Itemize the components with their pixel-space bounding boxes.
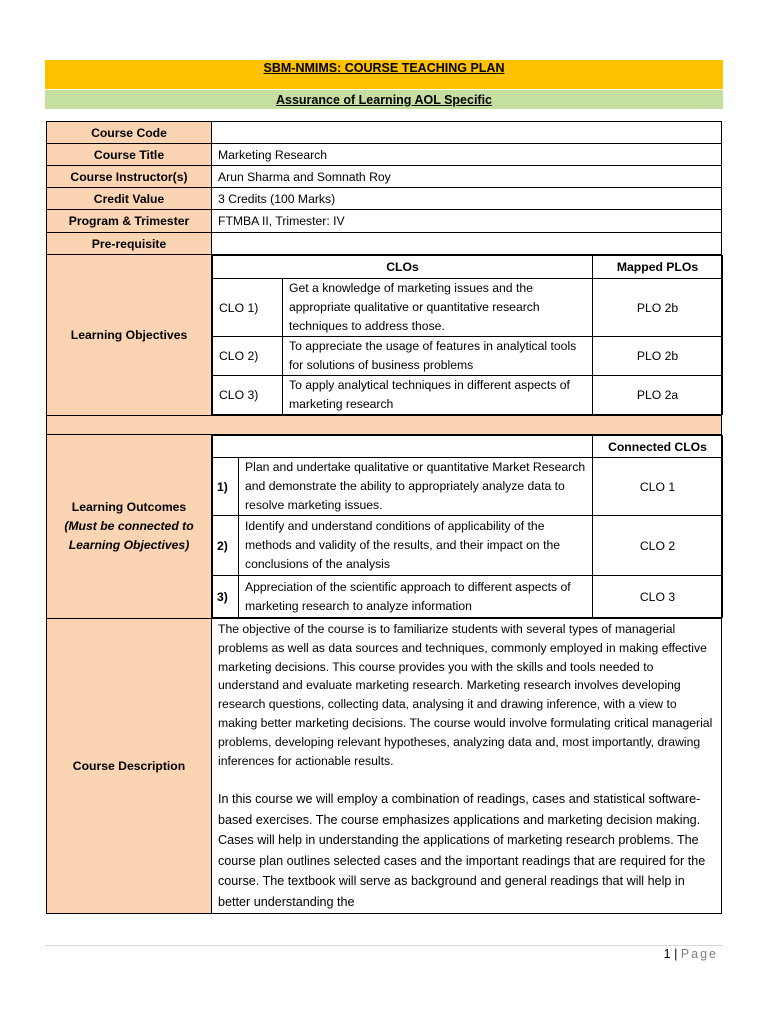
- learning-objectives-label: Learning Objectives: [47, 255, 212, 416]
- course-instructor-value: Arun Sharma and Somnath Roy: [212, 166, 722, 188]
- outcome-id: 1): [213, 458, 239, 516]
- clo-text: Get a knowledge of marketing issues and the appropriate qualitative or quantitative research techniques to address those.: [283, 279, 593, 337]
- clos-header: CLOs: [213, 256, 593, 279]
- clo-id: CLO 3): [213, 376, 283, 415]
- outcome-id: 3): [213, 576, 239, 618]
- outcome-clo: CLO 3: [593, 576, 723, 618]
- outcome-row: [213, 516, 723, 576]
- prerequisite-row: [47, 233, 722, 255]
- page-number-value: 1: [663, 947, 671, 961]
- clo-row: [213, 337, 723, 376]
- program-trimester-row: [47, 210, 722, 233]
- course-instructor-row: [47, 166, 722, 188]
- course-code-label: Course Code: [47, 122, 212, 144]
- course-code-row: [47, 122, 722, 144]
- program-trimester-value: FTMBA II, Trimester: IV: [212, 210, 722, 233]
- learning-outcomes-label: Learning Outcomes: [71, 500, 187, 514]
- outcome-clo: CLO 1: [593, 458, 723, 516]
- clo-plo: PLO 2b: [593, 279, 723, 337]
- page-separator: |: [674, 947, 678, 961]
- page-label: Page: [680, 947, 718, 961]
- outcome-text: Appreciation of the scientific approach to different aspects of marketing research to analyze information: [239, 576, 593, 618]
- connected-clos-header: Connected CLOs: [593, 436, 723, 458]
- page-number: [664, 947, 718, 961]
- clo-text: To appreciate the usage of features in analytical tools for solutions of business problems: [283, 337, 593, 376]
- course-description-para2: In this course we will employ a combination of readings, cases and statistical software-based exercises. The course emphasizes applications and marketing decision making. Cases will help in understanding the applications of marketing research problems. The course plan outlines selected cases and the important readings that are required for the course. The textbook will serve as background and general readings that will help in better understanding the: [218, 792, 706, 909]
- learning-outcomes-row: [47, 435, 722, 619]
- plan-title: SBM-NMIMS: COURSE TEACHING PLAN: [263, 61, 505, 75]
- credit-value-label: Credit Value: [47, 188, 212, 210]
- course-title-row: [47, 144, 722, 166]
- course-title-value: Marketing Research: [212, 144, 722, 166]
- spacer-row: [47, 416, 722, 435]
- clo-row: [213, 279, 723, 337]
- learning-objectives-row: [47, 255, 722, 416]
- outcome-row: [213, 458, 723, 516]
- clo-text: To apply analytical techniques in different aspects of marketing research: [283, 376, 593, 415]
- clo-header-row: [213, 256, 723, 279]
- clo-plo: PLO 2a: [593, 376, 723, 415]
- clo-id: CLO 2): [213, 337, 283, 376]
- learning-outcomes-note: (Must be connected to Learning Objectives): [64, 519, 194, 552]
- clo-plo: PLO 2b: [593, 337, 723, 376]
- mapped-plos-header: Mapped PLOs: [593, 256, 723, 279]
- clo-table: [212, 255, 723, 415]
- course-instructor-label: Course Instructor(s): [47, 166, 212, 188]
- course-plan-table: [46, 121, 722, 914]
- course-description-row: [47, 619, 722, 914]
- aol-subtitle: Assurance of Learning AOL Specific: [275, 93, 493, 107]
- credit-value-value: 3 Credits (100 Marks): [212, 188, 722, 210]
- outcomes-table: [212, 435, 723, 618]
- program-trimester-label: Program & Trimester: [47, 210, 212, 233]
- course-description-label: Course Description: [47, 619, 212, 914]
- outcome-clo: CLO 2: [593, 516, 723, 576]
- prerequisite-value: [212, 233, 722, 255]
- course-description-para1: The objective of the course is to familiarize students with several types of managerial problems as well as data sources and techniques, commonly employed in making effective marketing decisions. This course provides you with the skills and tools needed to understand and evaluate marketing research. Marketing research involves developing research questions, collecting data, analysing it and drawing inference, with a view to making better marketing decisions. The course would involve formulating critical managerial problems, developing relevant hypotheses, analyzing data and, most importantly, drawing inferences for actionable results.: [218, 622, 713, 768]
- aol-subtitle-banner: [45, 90, 723, 109]
- course-title-label: Course Title: [47, 144, 212, 166]
- course-code-value: [212, 122, 722, 144]
- outcome-text: Plan and undertake qualitative or quantitative Market Research and demonstrate the ability to appropriately analyze data to resolve marketing issues.: [239, 458, 593, 516]
- clo-row: [213, 376, 723, 415]
- outcome-id: 2): [213, 516, 239, 576]
- prerequisite-label: Pre-requisite: [47, 233, 212, 255]
- outcome-text: Identify and understand conditions of applicability of the methods and validity of the results, and their impact on the conclusions of the analysis: [239, 516, 593, 576]
- outcomes-header-row: [213, 436, 723, 458]
- credit-value-row: [47, 188, 722, 210]
- outcome-row: [213, 576, 723, 618]
- spacer-cell: [47, 416, 722, 435]
- footer-divider: [45, 945, 723, 946]
- plan-title-banner: [45, 60, 723, 89]
- clo-id: CLO 1): [213, 279, 283, 337]
